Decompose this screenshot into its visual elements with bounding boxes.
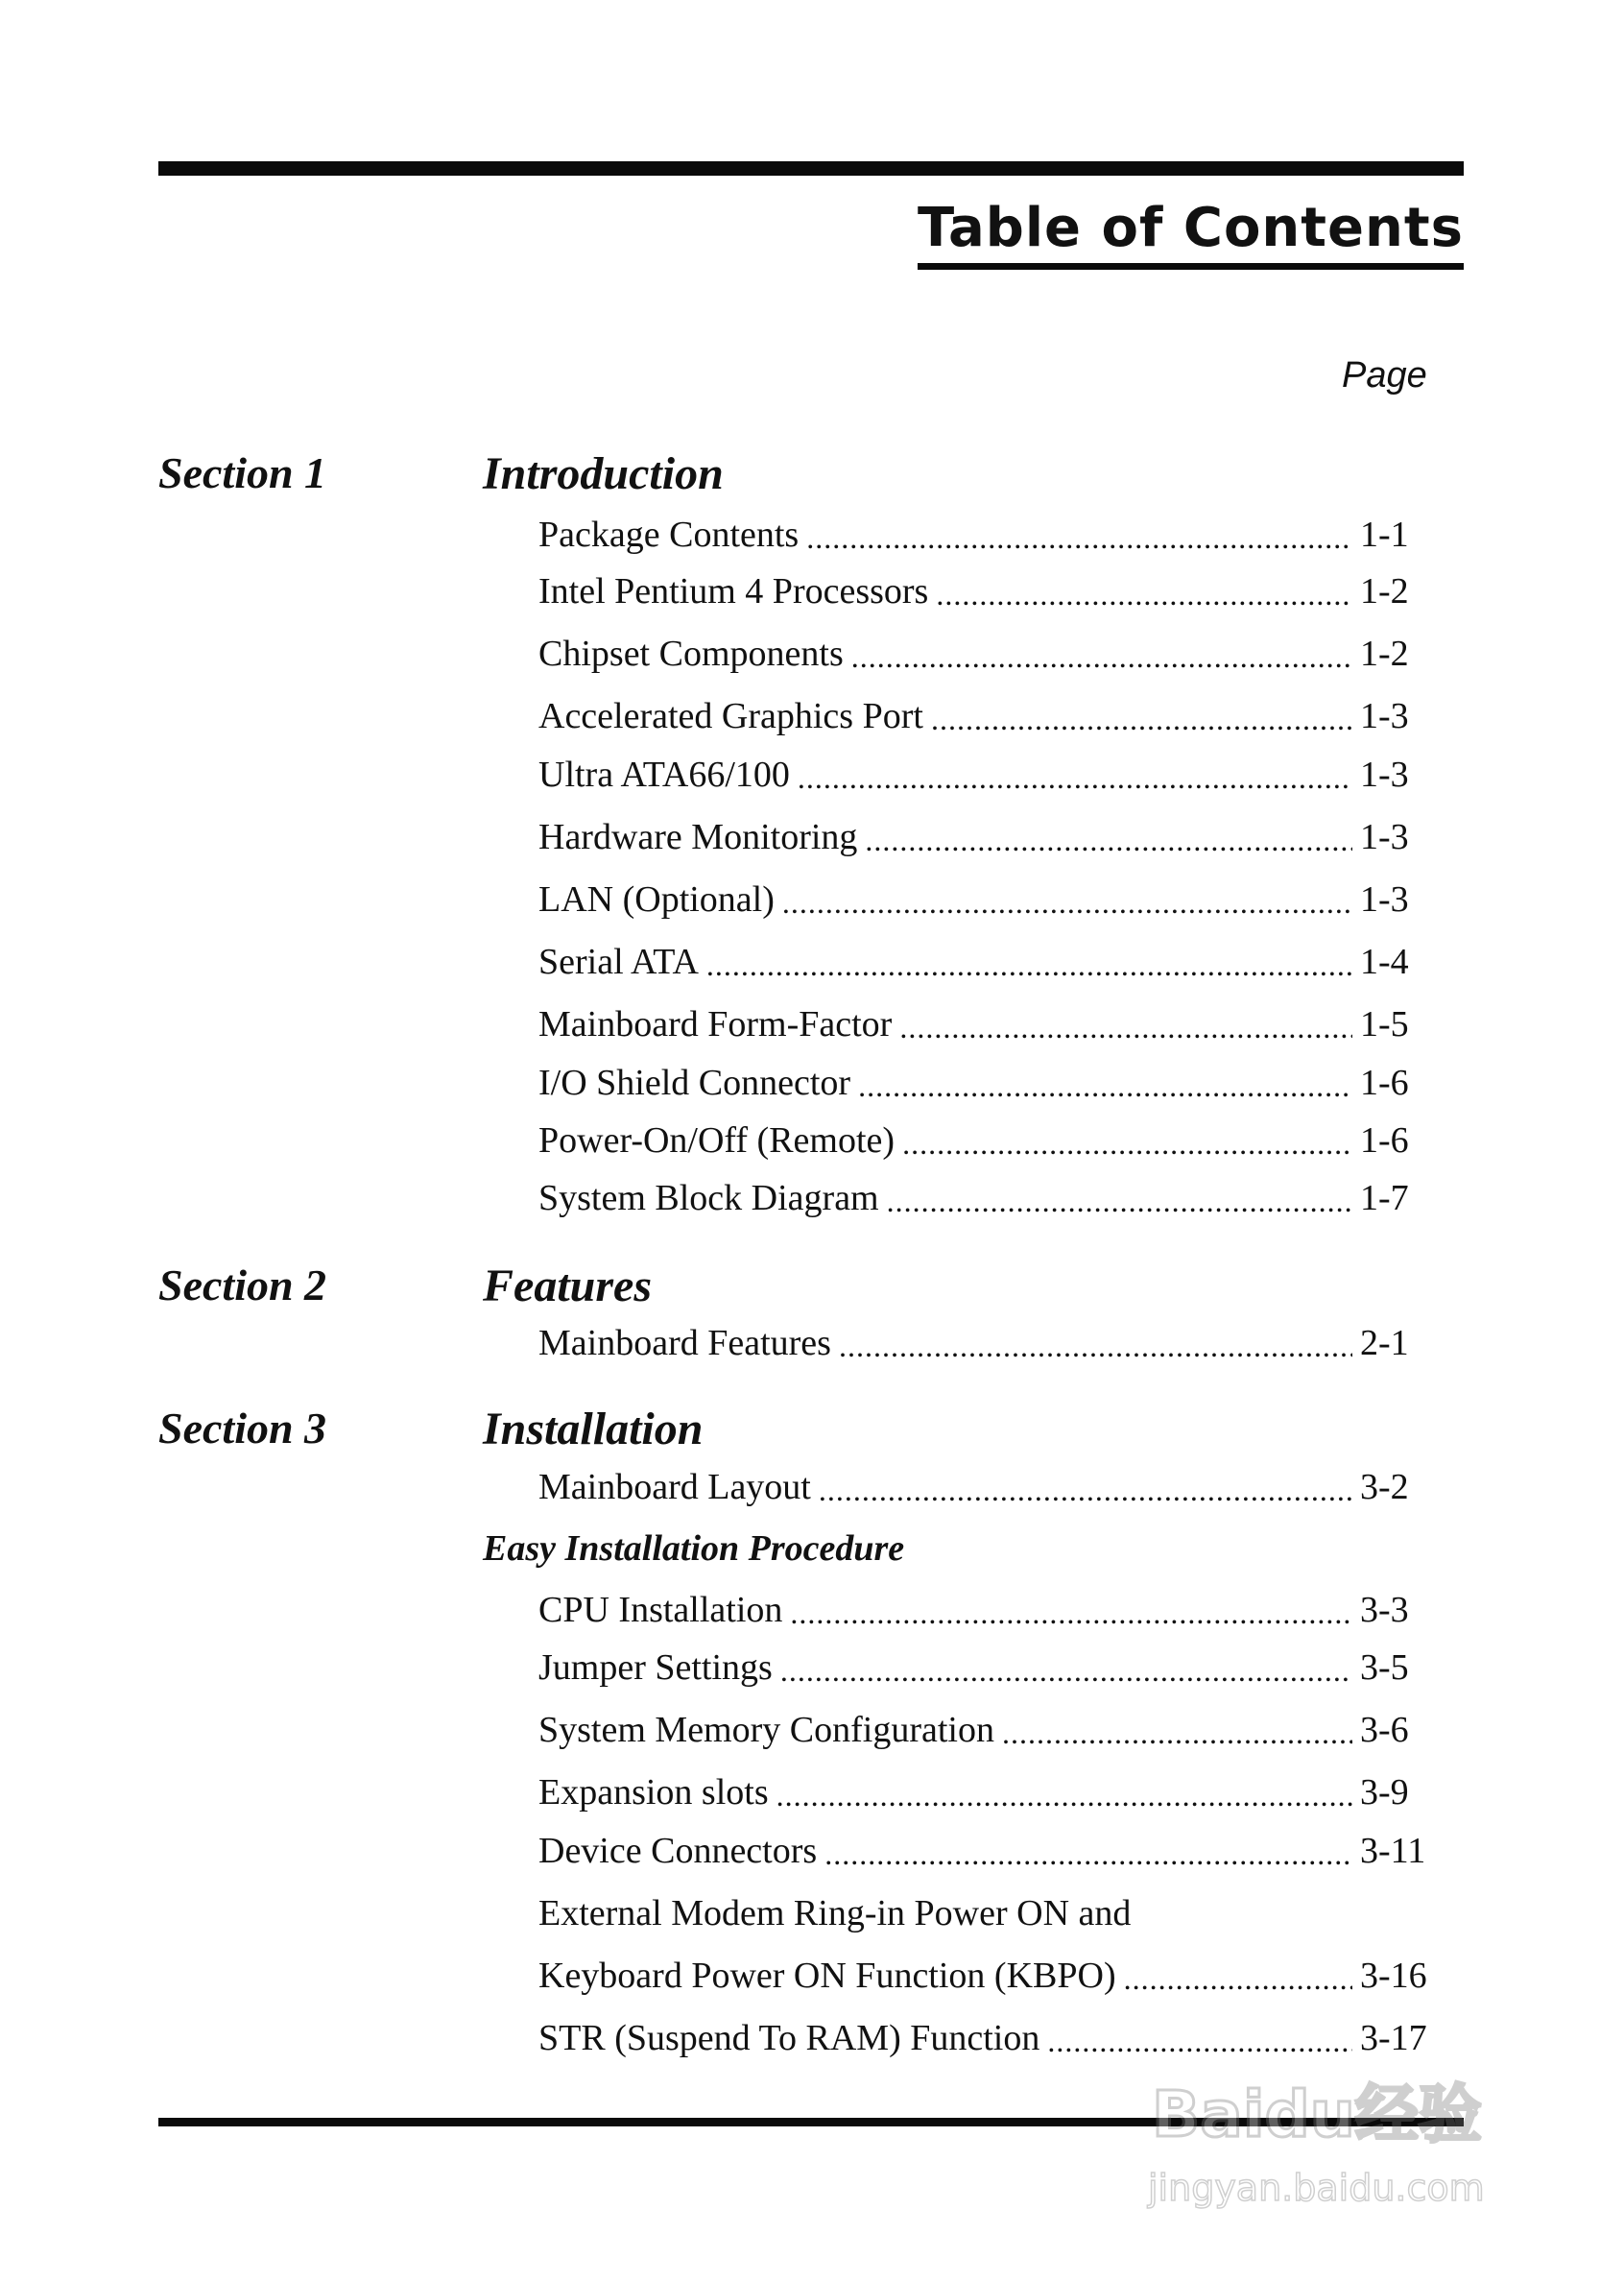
entry-page: 1-2 <box>1360 634 1409 674</box>
toc-entry[interactable] <box>538 630 1420 672</box>
entry-text: Intel Pentium 4 Processors <box>538 571 929 612</box>
watermark-url: jingyan.baidu.com <box>1148 2167 1485 2209</box>
entry-page: 1-3 <box>1360 879 1409 920</box>
dot-leader <box>819 1475 1352 1505</box>
entry-page: 3-3 <box>1360 1590 1409 1630</box>
entry-page: 1-2 <box>1360 571 1409 612</box>
toc-entry[interactable] <box>538 1174 1420 1216</box>
toc-entry[interactable] <box>538 938 1420 980</box>
dot-leader <box>780 1655 1352 1686</box>
page-title: Table of Contents <box>918 202 1464 270</box>
toc-entry[interactable] <box>538 1889 1420 1932</box>
entry-text: Chipset Components <box>538 634 844 674</box>
entry-text: I/O Shield Connector <box>538 1063 851 1103</box>
entry-page: 1-5 <box>1360 1004 1409 1044</box>
section-3-title: Installation <box>483 1404 704 1454</box>
subheading-easy-installation: Easy Installation Procedure <box>483 1528 905 1569</box>
entry-text: Mainboard Layout <box>538 1467 811 1507</box>
section-2-title: Features <box>483 1261 653 1311</box>
toc-entry[interactable] <box>538 813 1420 855</box>
dot-leader <box>899 1012 1352 1043</box>
entry-page: 1-3 <box>1360 817 1409 857</box>
top-rule <box>158 161 1464 176</box>
toc-entry[interactable] <box>538 1463 1420 1505</box>
entry-text: Power-On/Off (Remote) <box>538 1120 896 1161</box>
dot-leader <box>790 1597 1352 1628</box>
entry-page: 3-2 <box>1360 1467 1409 1507</box>
entry-page: 3-6 <box>1360 1710 1409 1750</box>
toc-entry[interactable] <box>538 1644 1420 1686</box>
entry-text: External Modem Ring-in Power ON and <box>538 1893 1132 1933</box>
dot-leader <box>806 522 1352 553</box>
dot-leader <box>865 825 1352 855</box>
toc-entry[interactable] <box>538 1319 1420 1361</box>
toc-entry[interactable] <box>538 2014 1427 2058</box>
section-1-label: Section 1 <box>158 448 327 497</box>
toc-entry[interactable] <box>538 1059 1420 1101</box>
entry-page: 1-7 <box>1360 1178 1409 1218</box>
dot-leader <box>1002 1717 1352 1748</box>
dot-leader <box>1124 1963 1352 1994</box>
dot-leader <box>782 887 1352 918</box>
entry-page: 1-4 <box>1360 942 1409 982</box>
dot-leader <box>931 704 1352 734</box>
dot-leader <box>798 762 1352 793</box>
dot-leader <box>1047 2026 1352 2056</box>
baidu-watermark <box>1142 2074 1545 2218</box>
entry-page: 1-3 <box>1360 696 1409 736</box>
entry-page: 1-3 <box>1360 755 1409 795</box>
entry-text: Serial ATA <box>538 942 699 982</box>
entry-text: Mainboard Form-Factor <box>538 1004 893 1044</box>
entry-page: 3-17 <box>1360 2018 1427 2058</box>
dot-leader <box>706 949 1352 980</box>
toc-entry[interactable] <box>538 876 1420 918</box>
toc-entry[interactable] <box>538 567 1420 610</box>
entry-text: STR (Suspend To RAM) Function <box>538 2018 1040 2058</box>
dot-leader <box>851 641 1352 672</box>
dot-leader <box>902 1128 1352 1159</box>
entry-text: LAN (Optional) <box>538 879 775 920</box>
entry-page: 3-16 <box>1360 1956 1427 1996</box>
dot-leader <box>824 1838 1352 1869</box>
toc-entry[interactable] <box>538 1768 1420 1811</box>
entry-page: 1-1 <box>1360 515 1409 555</box>
entry-text: Hardware Monitoring <box>538 817 858 857</box>
toc-entry[interactable] <box>538 1827 1426 1871</box>
toc-entry[interactable] <box>538 1706 1420 1748</box>
section-3-label: Section 3 <box>158 1404 327 1453</box>
section-2-label: Section 2 <box>158 1261 327 1309</box>
entry-text: Device Connectors <box>538 1831 818 1871</box>
dot-leader <box>858 1070 1352 1101</box>
entry-text: Mainboard Features <box>538 1323 831 1363</box>
entry-page: 3-9 <box>1360 1772 1409 1813</box>
entry-page: 3-11 <box>1360 1831 1426 1871</box>
entry-text: Package Contents <box>538 515 800 555</box>
toc-entry[interactable] <box>538 1952 1427 1996</box>
toc-entry[interactable] <box>538 1000 1420 1043</box>
entry-page: 3-5 <box>1360 1647 1409 1688</box>
toc-entry[interactable] <box>538 1586 1420 1628</box>
watermark-logo: Baidu经验 <box>1152 2077 1482 2151</box>
toc-entry[interactable] <box>538 1116 1420 1159</box>
entry-text: Ultra ATA66/100 <box>538 755 790 795</box>
toc-entry[interactable] <box>538 511 1420 553</box>
entry-text: System Block Diagram <box>538 1178 879 1218</box>
entry-text: Jumper Settings <box>538 1647 773 1688</box>
entry-page: 2-1 <box>1360 1323 1409 1363</box>
entry-text: CPU Installation <box>538 1590 783 1630</box>
section-1-title: Introduction <box>483 448 724 499</box>
entry-text: System Memory Configuration <box>538 1710 994 1750</box>
entry-text: Keyboard Power ON Function (KBPO) <box>538 1956 1116 1996</box>
page-column-label: Page <box>1342 355 1427 396</box>
dot-leader <box>776 1780 1352 1811</box>
toc-entry[interactable] <box>538 751 1420 793</box>
toc-entry[interactable] <box>538 692 1420 734</box>
dot-leader <box>839 1331 1352 1361</box>
entry-text: Expansion slots <box>538 1772 769 1813</box>
dot-leader <box>887 1186 1352 1216</box>
entry-page: 1-6 <box>1360 1120 1409 1161</box>
entry-page: 1-6 <box>1360 1063 1409 1103</box>
entry-text: Accelerated Graphics Port <box>538 696 923 736</box>
dot-leader <box>936 579 1352 610</box>
